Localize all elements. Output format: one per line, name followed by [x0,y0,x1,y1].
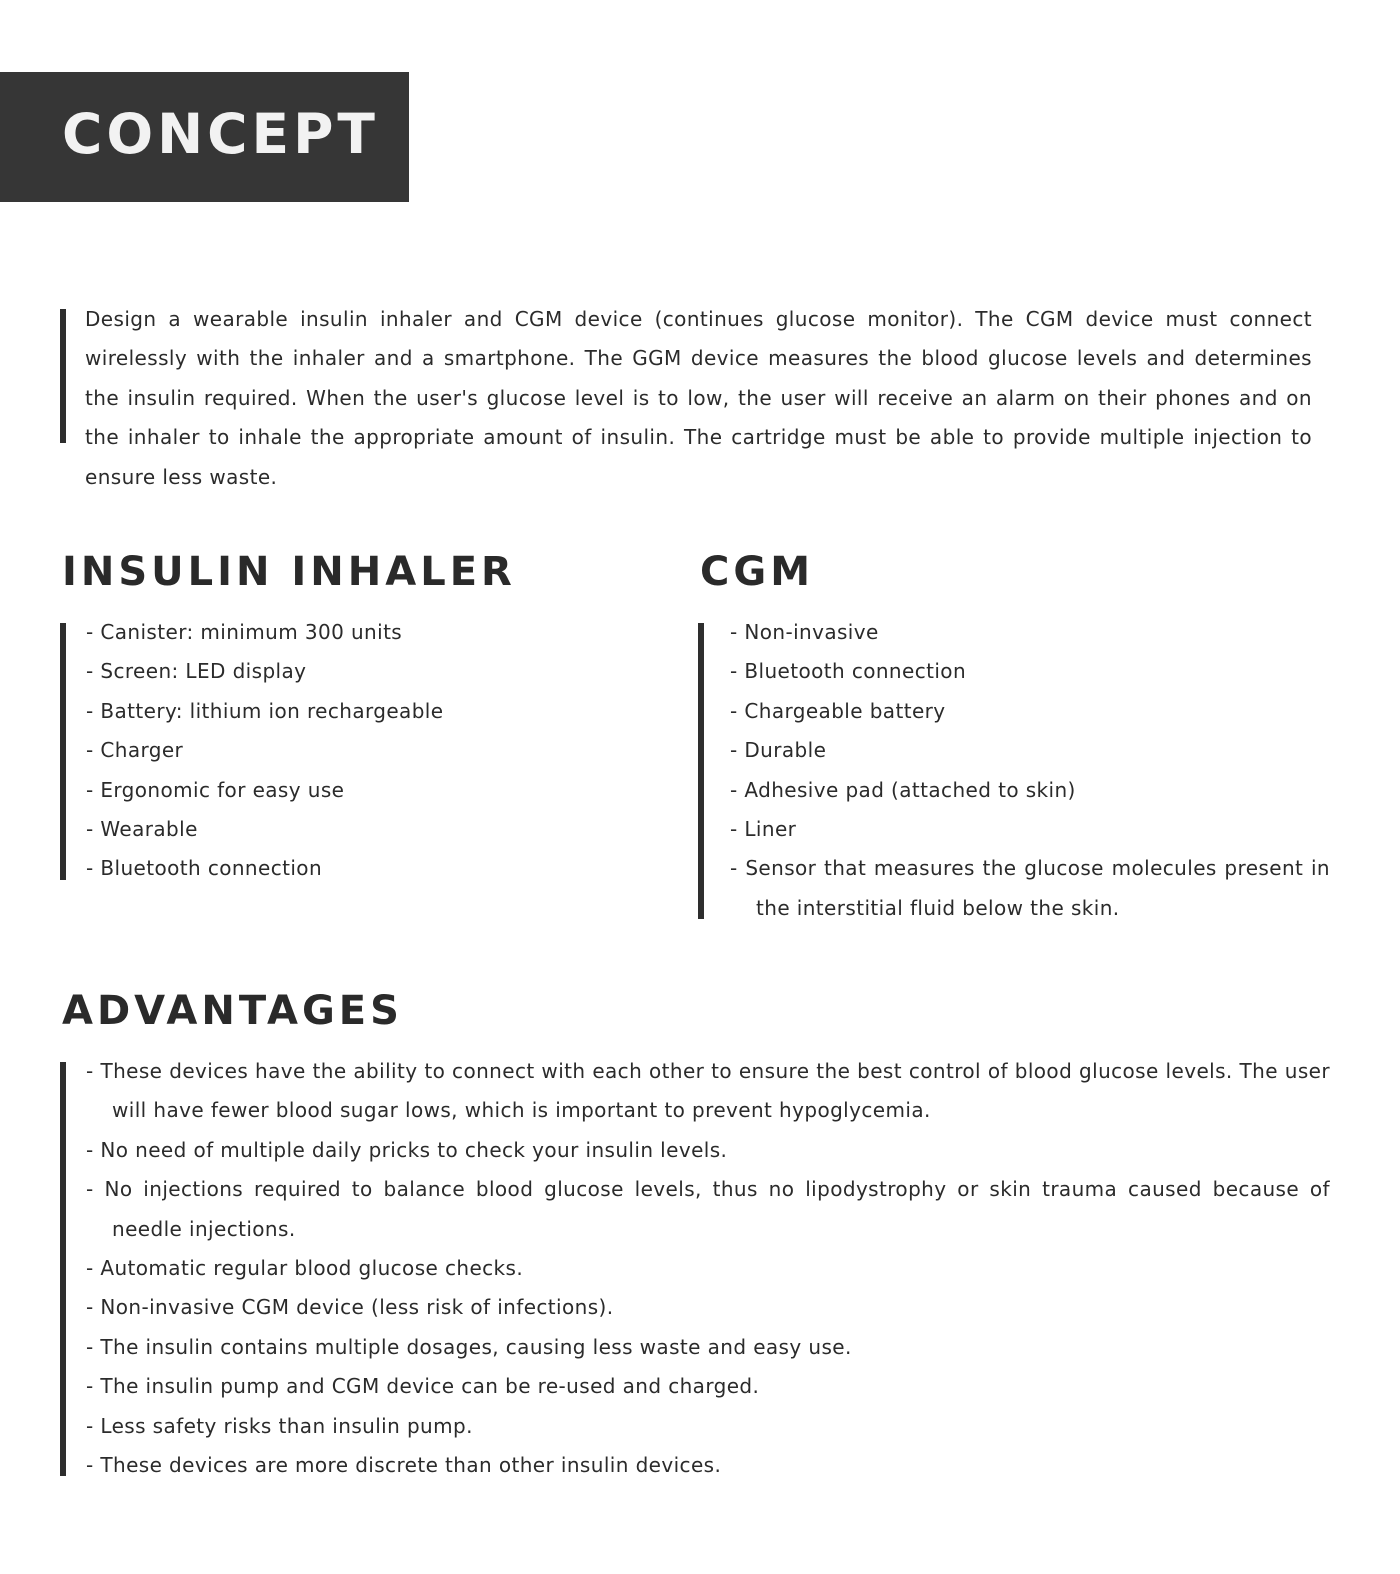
intro-accent-bar [60,309,66,443]
list-item: - Non-invasive CGM device (less risk of infections). [86,1295,614,1320]
intro-paragraph: Design a wearable insulin inhaler and CGM device (continues glucose monitor). The CGM device must connect wirelessly with the inhaler and a smartphone. The GGM device measures the blood glucose levels and determines the insulin required. When the user's glucose level is to low, the user will receive an alarm on their phones and on the inhaler to inhale the appropriate amount of insulin. The cartridge must be able to provide multiple injection to ensure less waste. [85,307,1312,489]
list-item: - Wearable [86,817,198,842]
cgm-heading: CGM [700,549,814,595]
cgm-accent-bar [698,623,704,919]
list-item: - These devices have the ability to connect with each other to ensure the best control of blood glucose levels. The user will have fewer blood sugar lows, which is important to prevent hypoglycemia. [86,1059,1330,1123]
list-item: - Ergonomic for easy use [86,777,345,802]
list-item: - Screen: LED display [86,659,307,684]
list-item: - Bluetooth connection [86,856,323,881]
list-item: - The insulin pump and CGM device can be re-used and charged. [86,1374,760,1399]
list-item: - No injections required to balance blood glucose levels, thus no lipodystrophy or skin trauma caused because of needle injections. [86,1177,1330,1241]
inhaler-accent-bar [60,623,66,880]
list-item: - Battery: lithium ion rechargeable [86,698,444,723]
list-item: - No need of multiple daily pricks to check your insulin levels. [86,1137,728,1162]
list-item: - Charger [86,738,184,763]
list-item: - Durable [730,738,827,763]
cgm-feature-list [730,613,1330,928]
list-item: - Automatic regular blood glucose checks. [86,1256,524,1281]
advantages-accent-bar [60,1062,66,1476]
list-item: - These devices are more discrete than other insulin devices. [86,1453,722,1478]
list-item: - Less safety risks than insulin pump. [86,1413,473,1438]
list-item: - Adhesive pad (attached to skin) [730,777,1076,802]
page-title: CONCEPT [62,102,379,166]
list-item: - Chargeable battery [730,698,946,723]
inhaler-heading: INSULIN INHALER [62,549,516,595]
list-item: - Bluetooth connection [730,659,967,684]
advantages-heading: ADVANTAGES [62,988,403,1034]
inhaler-feature-list [86,613,646,889]
advantages-list [86,1052,1330,1485]
list-item: - The insulin contains multiple dosages, causing less waste and easy use. [86,1334,852,1359]
list-item: - Non-invasive [730,620,879,644]
list-item: - Liner [730,817,797,842]
list-item: - Canister: minimum 300 units [86,620,403,644]
list-item: - Sensor that measures the glucose molecules present in the interstitial fluid below the skin. [730,856,1330,920]
